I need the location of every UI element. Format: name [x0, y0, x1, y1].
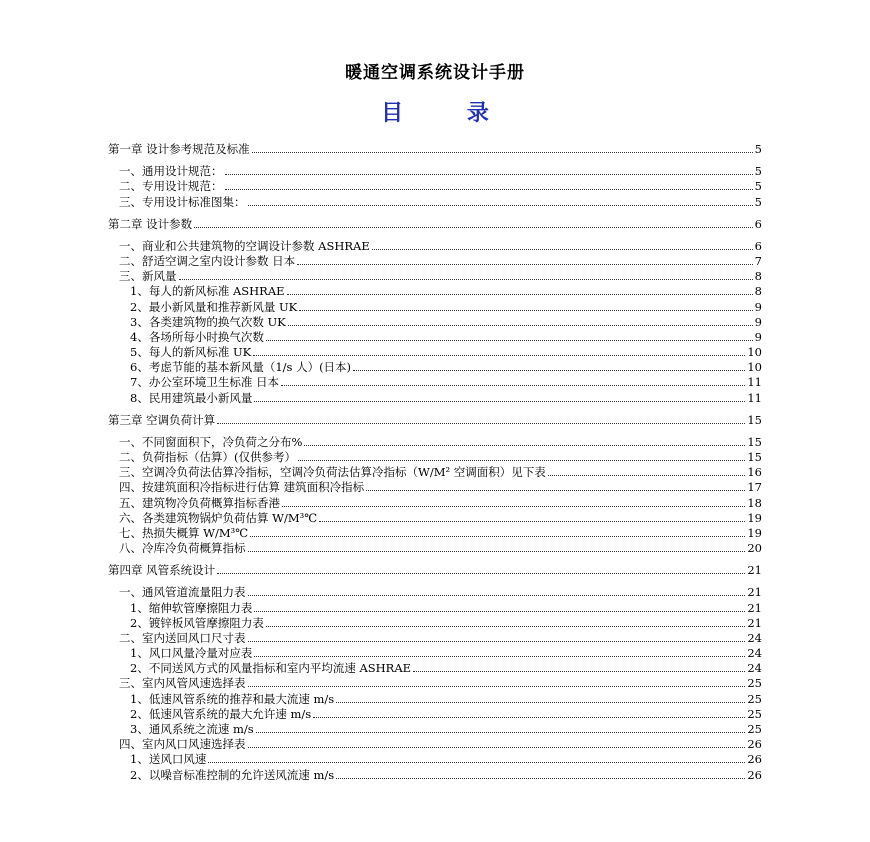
- toc-page-number: 21: [747, 563, 762, 578]
- toc-page-number: 26: [747, 737, 762, 752]
- toc-dot-leader: [353, 370, 745, 371]
- toc-dot-leader: [217, 573, 745, 574]
- toc-page-number: 25: [747, 676, 762, 691]
- toc-page-number: 24: [747, 661, 762, 676]
- toc-dot-leader: [248, 747, 746, 748]
- toc-dot-leader: [248, 686, 746, 687]
- toc-dot-leader: [313, 717, 745, 718]
- toc-dot-leader: [287, 294, 753, 295]
- toc-dot-leader: [336, 778, 745, 779]
- toc-dot-leader: [413, 671, 745, 672]
- toc-entry-label: 一、不同窗面积下，冷负荷之分布%: [119, 434, 303, 449]
- toc-entry[interactable]: [108, 253, 762, 268]
- toc-entry[interactable]: [108, 178, 762, 193]
- toc-page-number: 17: [747, 480, 762, 495]
- toc-entry-label: 三、室内风管风速选择表: [119, 676, 246, 691]
- toc-heading: 目 录: [381, 100, 517, 126]
- toc-page-number: 25: [747, 706, 762, 721]
- toc-entry-label: 三、新风量: [119, 269, 177, 284]
- toc-entry-label: 七、热损失概算 W/M³℃: [119, 525, 249, 540]
- toc-page-number: 21: [747, 585, 762, 600]
- toc-entry-label: 2、以噪音标准控制的允许送风流速 m/s: [130, 767, 335, 782]
- toc-entry-label: 第一章 设计参考规范及标准: [108, 142, 250, 156]
- toc-entry[interactable]: [108, 736, 762, 751]
- toc-page-number: 10: [747, 360, 762, 375]
- toc-page-number: 5: [754, 179, 762, 194]
- toc-entry-label: 二、舒适空调之室内设计参数 日本: [119, 253, 296, 268]
- toc-entry-label: 8、民用建筑最小新风量: [130, 390, 253, 405]
- toc-entry[interactable]: [108, 540, 762, 555]
- toc-page-number: 11: [747, 375, 762, 390]
- toc-chapter-entry[interactable]: [108, 412, 762, 427]
- toc-dot-leader: [253, 355, 745, 356]
- document-title: 暖通空调系统设计手册: [345, 63, 525, 83]
- toc-entry[interactable]: [108, 374, 762, 389]
- toc-page-number: 15: [747, 434, 762, 449]
- toc-page-number: 20: [747, 541, 762, 556]
- toc-page-number: 9: [754, 329, 762, 344]
- toc-page-number: 21: [747, 600, 762, 615]
- toc-entry-label: 四、按建筑面积冷指标进行估算 建筑面积冷指标: [119, 480, 365, 495]
- toc-dot-leader: [208, 762, 745, 763]
- toc-dot-leader: [248, 205, 753, 206]
- toc-page-number: 8: [754, 269, 762, 284]
- toc-dot-leader: [225, 189, 753, 190]
- toc-dot-leader: [266, 340, 753, 341]
- toc-entry[interactable]: [108, 298, 762, 313]
- toc-entry-label: 二、负荷指标（估算）(仅供参考）: [119, 450, 296, 464]
- toc-dot-leader: [250, 536, 745, 537]
- toc-entry[interactable]: [108, 630, 762, 645]
- toc-entry-label: 六、各类建筑物锅炉负荷估算 W/M³℃: [119, 510, 318, 525]
- toc-entry-label: 3、通风系统之流速 m/s: [130, 722, 254, 736]
- toc-dot-leader: [217, 423, 745, 424]
- toc-entry[interactable]: [108, 268, 762, 283]
- toc-dot-leader: [282, 506, 745, 507]
- toc-entry-label: 2、最小新风量和推荐新风量 UK: [130, 299, 298, 314]
- toc-page-number: 19: [747, 525, 762, 540]
- toc-page-number: 26: [747, 752, 762, 767]
- toc-page-number: 8: [754, 284, 762, 299]
- toc-dot-leader: [297, 264, 753, 265]
- toc-page-number: 11: [747, 390, 762, 405]
- toc-entry[interactable]: [108, 584, 762, 599]
- toc-entry-label: 第四章 风管系统设计: [108, 563, 216, 578]
- toc-page-number: 19: [747, 510, 762, 525]
- toc-page-number: 5: [754, 164, 762, 179]
- toc-entry[interactable]: [108, 479, 762, 494]
- toc-entry[interactable]: [108, 599, 762, 614]
- toc-chapter-entry[interactable]: [108, 141, 762, 156]
- toc-dot-leader: [336, 702, 745, 703]
- toc-entry-label: 八、冷库冷负荷概算指标: [119, 541, 246, 556]
- toc-entry[interactable]: [108, 283, 762, 298]
- toc-dot-leader: [298, 460, 745, 461]
- toc-entry[interactable]: [108, 751, 762, 766]
- toc-page-number: 21: [747, 615, 762, 630]
- toc-dot-leader: [194, 227, 753, 228]
- toc-entry[interactable]: [108, 163, 762, 178]
- toc-page-number: 6: [754, 238, 762, 253]
- toc-entry-label: 2、不同送风方式的风量指标和室内平均流速 ASHRAE: [130, 661, 412, 676]
- toc-dot-leader: [248, 641, 746, 642]
- toc-entry-label: 一、商业和公共建筑物的空调设计参数 ASHRAE: [119, 238, 370, 253]
- toc-entry-label: 三、专用设计标准图集：: [119, 194, 246, 209]
- toc-entry-label: 5、每人的新风标准 UK: [130, 345, 252, 360]
- toc-dot-leader: [179, 279, 753, 280]
- toc-dot-leader: [548, 475, 746, 476]
- toc-entry-label: 三、空调冷负荷法估算冷指标，空调冷负荷法估算冷指标（W/M² 空调面积）见下表: [119, 465, 546, 480]
- toc-page-number: 15: [747, 450, 762, 464]
- toc-entry[interactable]: [108, 329, 762, 344]
- toc-entry[interactable]: [108, 314, 762, 329]
- toc-dot-leader: [304, 445, 745, 446]
- toc-entry[interactable]: [108, 389, 762, 404]
- toc-entry-label: 2、镀锌板风管摩擦阻力表: [130, 615, 264, 630]
- toc-dot-leader: [319, 521, 745, 522]
- toc-page-number: 24: [747, 646, 762, 661]
- toc-dot-leader: [266, 626, 746, 627]
- toc-page-number: 25: [747, 722, 762, 736]
- toc-entry[interactable]: [108, 766, 762, 781]
- toc-entry-label: 四、室内风口风速选择表: [119, 737, 246, 752]
- toc-dot-leader: [281, 385, 745, 386]
- toc-entry[interactable]: [108, 615, 762, 630]
- toc-entry-label: 1、风口风量冷量对应表: [130, 646, 253, 661]
- toc-entry[interactable]: [108, 690, 762, 705]
- toc-dot-leader: [366, 490, 745, 491]
- toc-entry[interactable]: [108, 675, 762, 690]
- toc-entry-label: 一、通风管道流量阻力表: [119, 585, 246, 600]
- toc-entry-label: 1、缩伸软管摩擦阻力表: [130, 600, 253, 615]
- toc-dot-leader: [252, 152, 753, 153]
- toc-entry[interactable]: [108, 721, 762, 736]
- toc-dot-leader: [288, 325, 753, 326]
- toc-dot-leader: [254, 401, 745, 402]
- toc-entry-label: 2、低速风管系统的最大允许速 m/s: [130, 706, 312, 721]
- toc-page-number: 9: [754, 299, 762, 314]
- toc-entry[interactable]: [108, 344, 762, 359]
- toc-entry-label: 1、低速风管系统的推荐和最大流速 m/s: [130, 691, 335, 706]
- toc-page-number: 5: [754, 194, 762, 209]
- toc-page-number: 26: [747, 767, 762, 782]
- toc-dot-leader: [299, 310, 752, 311]
- toc-dot-leader: [248, 551, 746, 552]
- toc-page-number: 5: [754, 142, 762, 156]
- toc-page-number: 10: [747, 345, 762, 360]
- toc-entry-label: 4、各场所每小时换气次数: [130, 329, 264, 344]
- toc-dot-leader: [225, 174, 753, 175]
- toc-entry-label: 二、室内送回风口尺寸表: [119, 630, 246, 645]
- toc-entry[interactable]: [108, 660, 762, 675]
- toc-entry-label: 一、通用设计规范：: [119, 164, 223, 179]
- toc-entry[interactable]: [108, 464, 762, 479]
- toc-entry-label: 3、各类建筑物的换气次数 UK: [130, 314, 286, 329]
- toc-entry-label: 1、送风口风速: [130, 752, 207, 767]
- toc-page-number: 7: [754, 253, 762, 268]
- toc-entry-label: 1、每人的新风标准 ASHRAE: [130, 284, 285, 299]
- toc-entry[interactable]: [108, 706, 762, 721]
- toc-entry-label: 二、专用设计规范：: [119, 179, 223, 194]
- toc-entry[interactable]: [108, 193, 762, 208]
- toc-page-number: 6: [754, 216, 762, 231]
- toc-dot-leader: [256, 732, 746, 733]
- toc-entry[interactable]: [108, 510, 762, 525]
- toc-entry[interactable]: [108, 238, 762, 253]
- toc-page-number: 15: [747, 412, 762, 427]
- toc-entry[interactable]: [108, 645, 762, 660]
- toc-entry-label: 7、办公室环境卫生标准 日本: [130, 375, 279, 390]
- toc-dot-leader: [248, 595, 746, 596]
- toc-page-number: 24: [747, 630, 762, 645]
- toc-chapter-entry[interactable]: [108, 216, 762, 231]
- toc-entry[interactable]: [108, 525, 762, 540]
- toc-page-number: 9: [754, 314, 762, 329]
- toc-page-number: 18: [747, 495, 762, 510]
- table-of-contents: [108, 141, 762, 782]
- toc-chapter-entry[interactable]: [108, 562, 762, 577]
- toc-entry[interactable]: [108, 449, 762, 464]
- toc-entry-label: 6、考虑节能的基本新风量（1/s 人）(日本): [130, 360, 352, 375]
- toc-entry[interactable]: [108, 494, 762, 509]
- toc-page-number: 25: [747, 691, 762, 706]
- toc-dot-leader: [254, 656, 745, 657]
- toc-dot-leader: [254, 611, 745, 612]
- toc-entry[interactable]: [108, 359, 762, 374]
- toc-entry-label: 五、建筑物冷负荷概算指标香港: [119, 495, 280, 510]
- toc-entry-label: 第二章 设计参数: [108, 216, 193, 231]
- toc-entry-label: 第三章 空调负荷计算: [108, 412, 216, 427]
- toc-dot-leader: [372, 249, 753, 250]
- toc-entry[interactable]: [108, 434, 762, 449]
- toc-page-number: 16: [747, 465, 762, 480]
